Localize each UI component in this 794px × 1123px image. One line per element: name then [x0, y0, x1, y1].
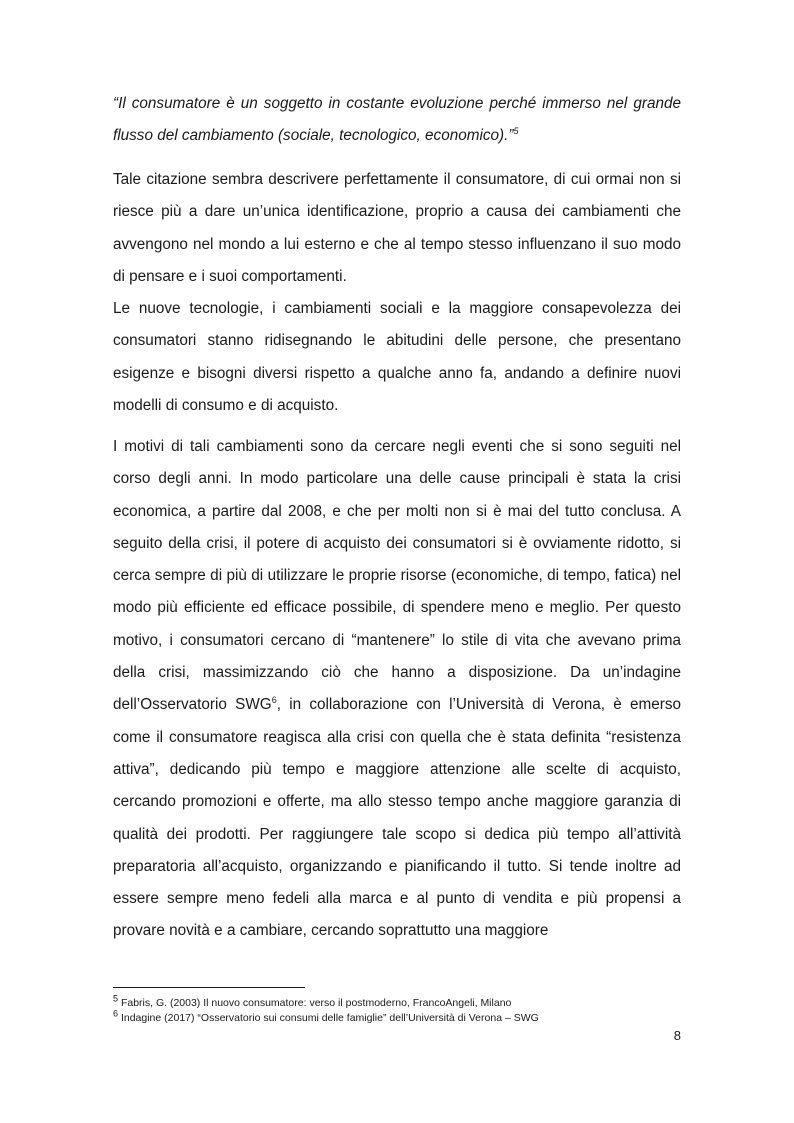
opening-quote [113, 88, 681, 153]
paragraph-1: Tale citazione sembra descrivere perfettamente il consumatore, di cui ormai non si riesce più a dare un’unica identificazione, proprio a causa dei cambiamenti che avvengono nel mondo a lui esterno e che al tempo stesso influenzano il suo modo di pensare e i suoi comportamenti. [113, 171, 681, 285]
quote-text: “Il consumatore è un soggetto in costante evoluzione perché immerso nel grande flusso del cambiamento (sociale, tecnologico, economico).” [113, 95, 681, 145]
paragraph-3 [113, 431, 681, 948]
footnote-ref-5[interactable]: 5 [513, 126, 519, 137]
footnote-text: Indagine (2017) “Osservatorio sui consumi delle famiglie” dell’Università di Verona – SWG [120, 1012, 539, 1024]
footnote-number: 6 [113, 1008, 119, 1019]
footnote-ref-6[interactable]: 6 [271, 695, 277, 706]
page-number: 8 [673, 1028, 681, 1043]
paragraph-3-part-2: , in collaborazione con l’Università di Verona, è emerso come il consumatore reagisca alla crisi con quella che è stata definita “resistenza attiva”, dedicando più tempo e maggiore attenzione alle scelte di acquisto, cercando promozioni e offerte, ma allo stesso tempo anche maggiore garanzia di qualità dei prodotti. Per raggiungere tale scopo si dedica più tempo all’attività preparatoria all’acquisto, organizzando e pianificando il tutto. Si tende inoltre ad essere sempre meno fedeli alla marca e al punto di vendita e più propensi a provare novità e a cambiare, cercando soprattutto una maggiore [113, 696, 682, 940]
footnote-5 [113, 993, 681, 1011]
footnotes [113, 993, 681, 1026]
footnote-number: 5 [113, 993, 119, 1004]
paragraph-3-part-1: I motivi di tali cambiamenti sono da cercare negli eventi che si sono seguiti nel corso degli anni. In modo particolare una delle cause principali è stata la crisi economica, a partire dal 2008, e che per molti non si è mai del tutto conclusa. A seguito della crisi, il potere di acquisto dei consumatori si è ovviamente ridotto, si cerca sempre di più di utilizzare le proprie risorse (economiche, di tempo, fatica) nel modo più efficiente ed efficace possibile, di spendere meno e meglio. Per questo motivo, i consumatori cercano di “mantenere” lo stile di vita che avevano prima della crisi, massimizzando ciò che hanno a disposizione. Da un’indagine dell’Osservatorio SWG [113, 438, 681, 714]
footnote-divider [113, 987, 305, 988]
paragraph-2: Le nuove tecnologie, i cambiamenti sociali e la maggiore consapevolezza dei consumatori stanno ridisegnando le abitudini delle persone, che presentano esigenze e bisogni diversi rispetto a qualche anno fa, andando a definire nuovi modelli di consumo e di acquisto. [113, 300, 681, 414]
footnote-6 [113, 1008, 681, 1026]
footnote-text: Fabris, G. (2003) Il nuovo consumatore: verso il postmoderno, FrancoAngeli, Milano [120, 997, 512, 1009]
